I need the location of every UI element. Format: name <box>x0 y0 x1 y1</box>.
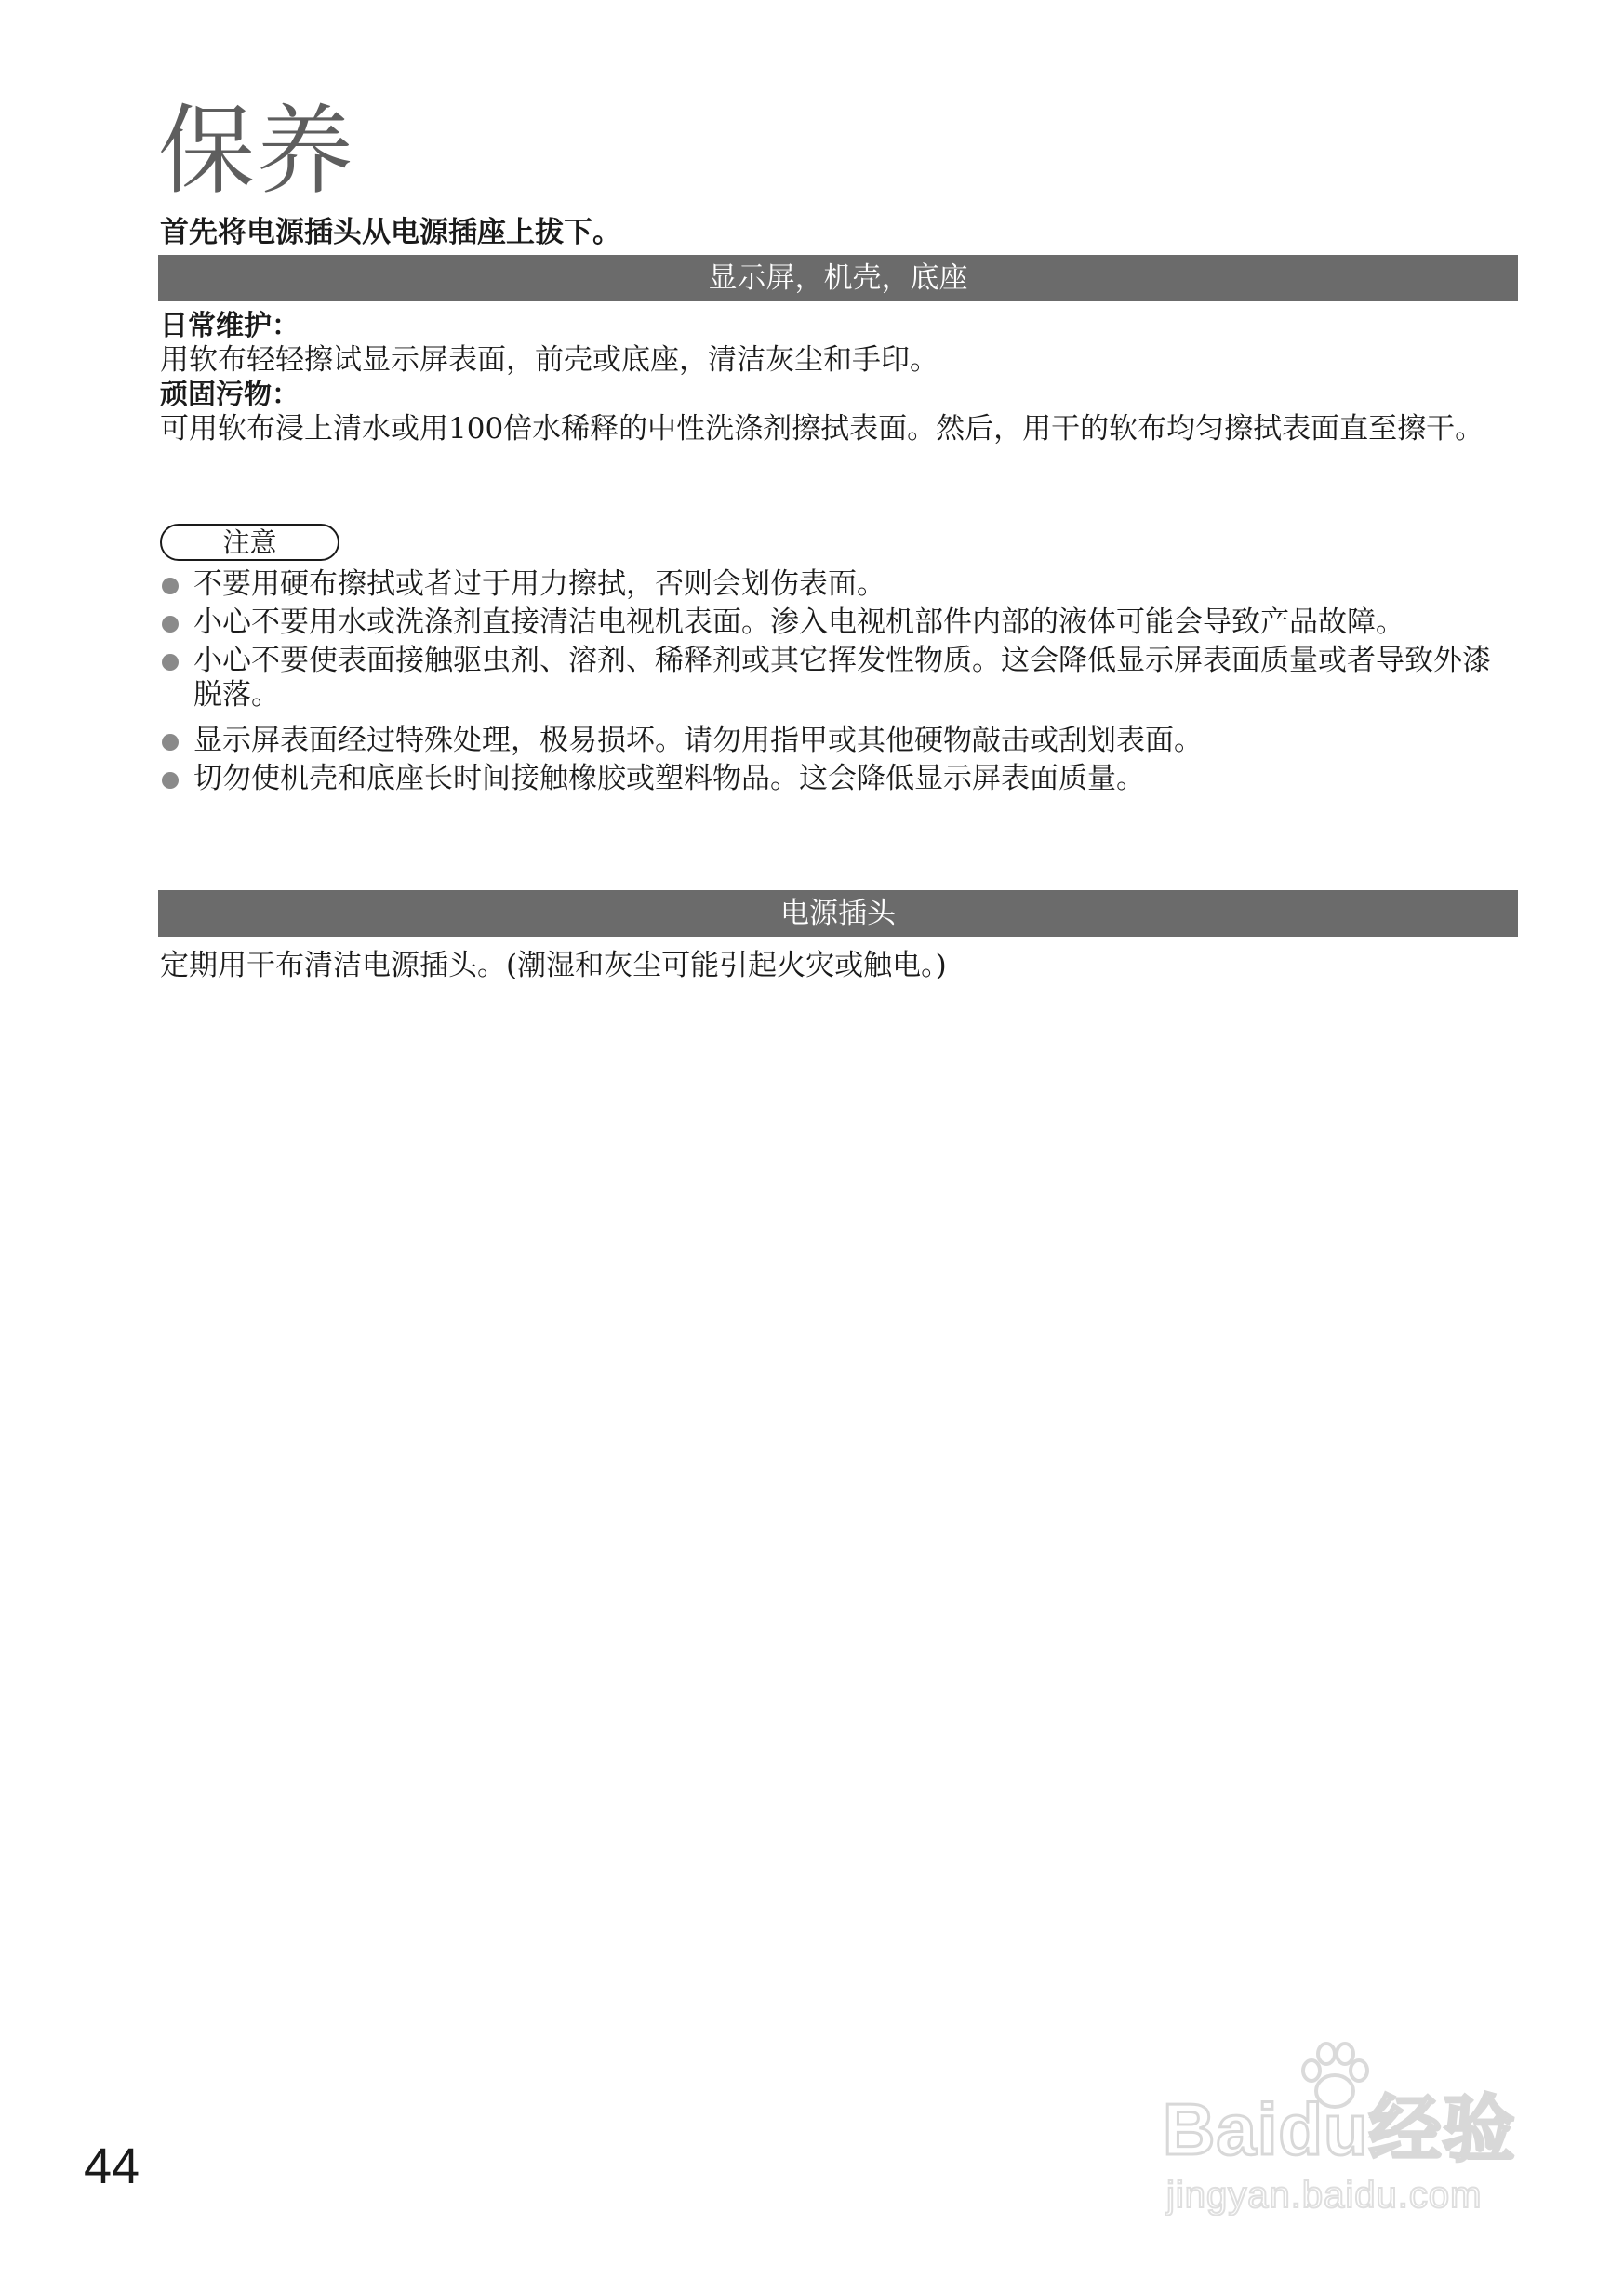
caution-item-text: 切勿使机壳和底座长时间接触橡胶或塑料物品。这会降低显示屏表面质量。 <box>193 762 1145 795</box>
bullet-icon <box>162 616 179 633</box>
bullet-icon <box>162 654 179 671</box>
watermark-brand: Baidu经验 <box>1163 2088 1516 2170</box>
watermark-url: jingyan.baidu.com <box>1166 2175 1483 2216</box>
caution-item-text: 小心不要用水或洗涤剂直接清洁电视机表面。渗入电视机部件内部的液体可能会导致产品故障。 <box>193 606 1404 639</box>
intro-instruction: 首先将电源插头从电源插座上拔下。 <box>160 216 621 249</box>
section-header-plug: 电源插头 <box>158 890 1518 937</box>
daily-care-label: 日常维护： <box>160 310 300 342</box>
bullet-icon <box>162 772 179 789</box>
caution-item-text: 不要用硬布擦拭或者过于用力擦拭，否则会划伤表面。 <box>193 567 885 601</box>
baidu-watermark <box>1153 2028 1553 2223</box>
caution-item <box>160 644 1518 713</box>
caution-list <box>160 567 1518 800</box>
stubborn-dirt-label: 顽固污物： <box>160 379 300 411</box>
caution-item <box>160 606 1518 640</box>
section-header-display: 显示屏，机壳，底座 <box>158 255 1518 301</box>
caution-item-text: 显示屏表面经过特殊处理，极易损坏。请勿用指甲或其他硬物敲击或刮划表面。 <box>193 724 1203 757</box>
daily-care-text: 用软布轻轻擦试显示屏表面，前壳或底座，清洁灰尘和手印。 <box>160 343 938 377</box>
bullet-icon <box>162 578 179 594</box>
page-title: 保养 <box>158 94 356 207</box>
caution-item <box>160 724 1518 758</box>
plug-care-text: 定期用干布清洁电源插头。(潮湿和灰尘可能引起火灾或触电。) <box>160 949 947 982</box>
display-care-section <box>160 309 1518 446</box>
caution-item-text: 小心不要使表面接触驱虫剂、溶剂、稀释剂或其它挥发性物质。这会降低显示屏表面质量或者导致外漆脱落。 <box>193 644 1491 712</box>
caution-badge: 注意 <box>160 524 339 561</box>
caution-item <box>160 567 1518 602</box>
page-number: 44 <box>84 2138 140 2194</box>
stubborn-dirt-text: 可用软布浸上清水或用100倍水稀释的中性洗涤剂擦拭表面。然后，用干的软布均匀擦拭表面直至擦干。 <box>160 412 1484 446</box>
bullet-icon <box>162 734 179 751</box>
caution-item <box>160 762 1518 796</box>
